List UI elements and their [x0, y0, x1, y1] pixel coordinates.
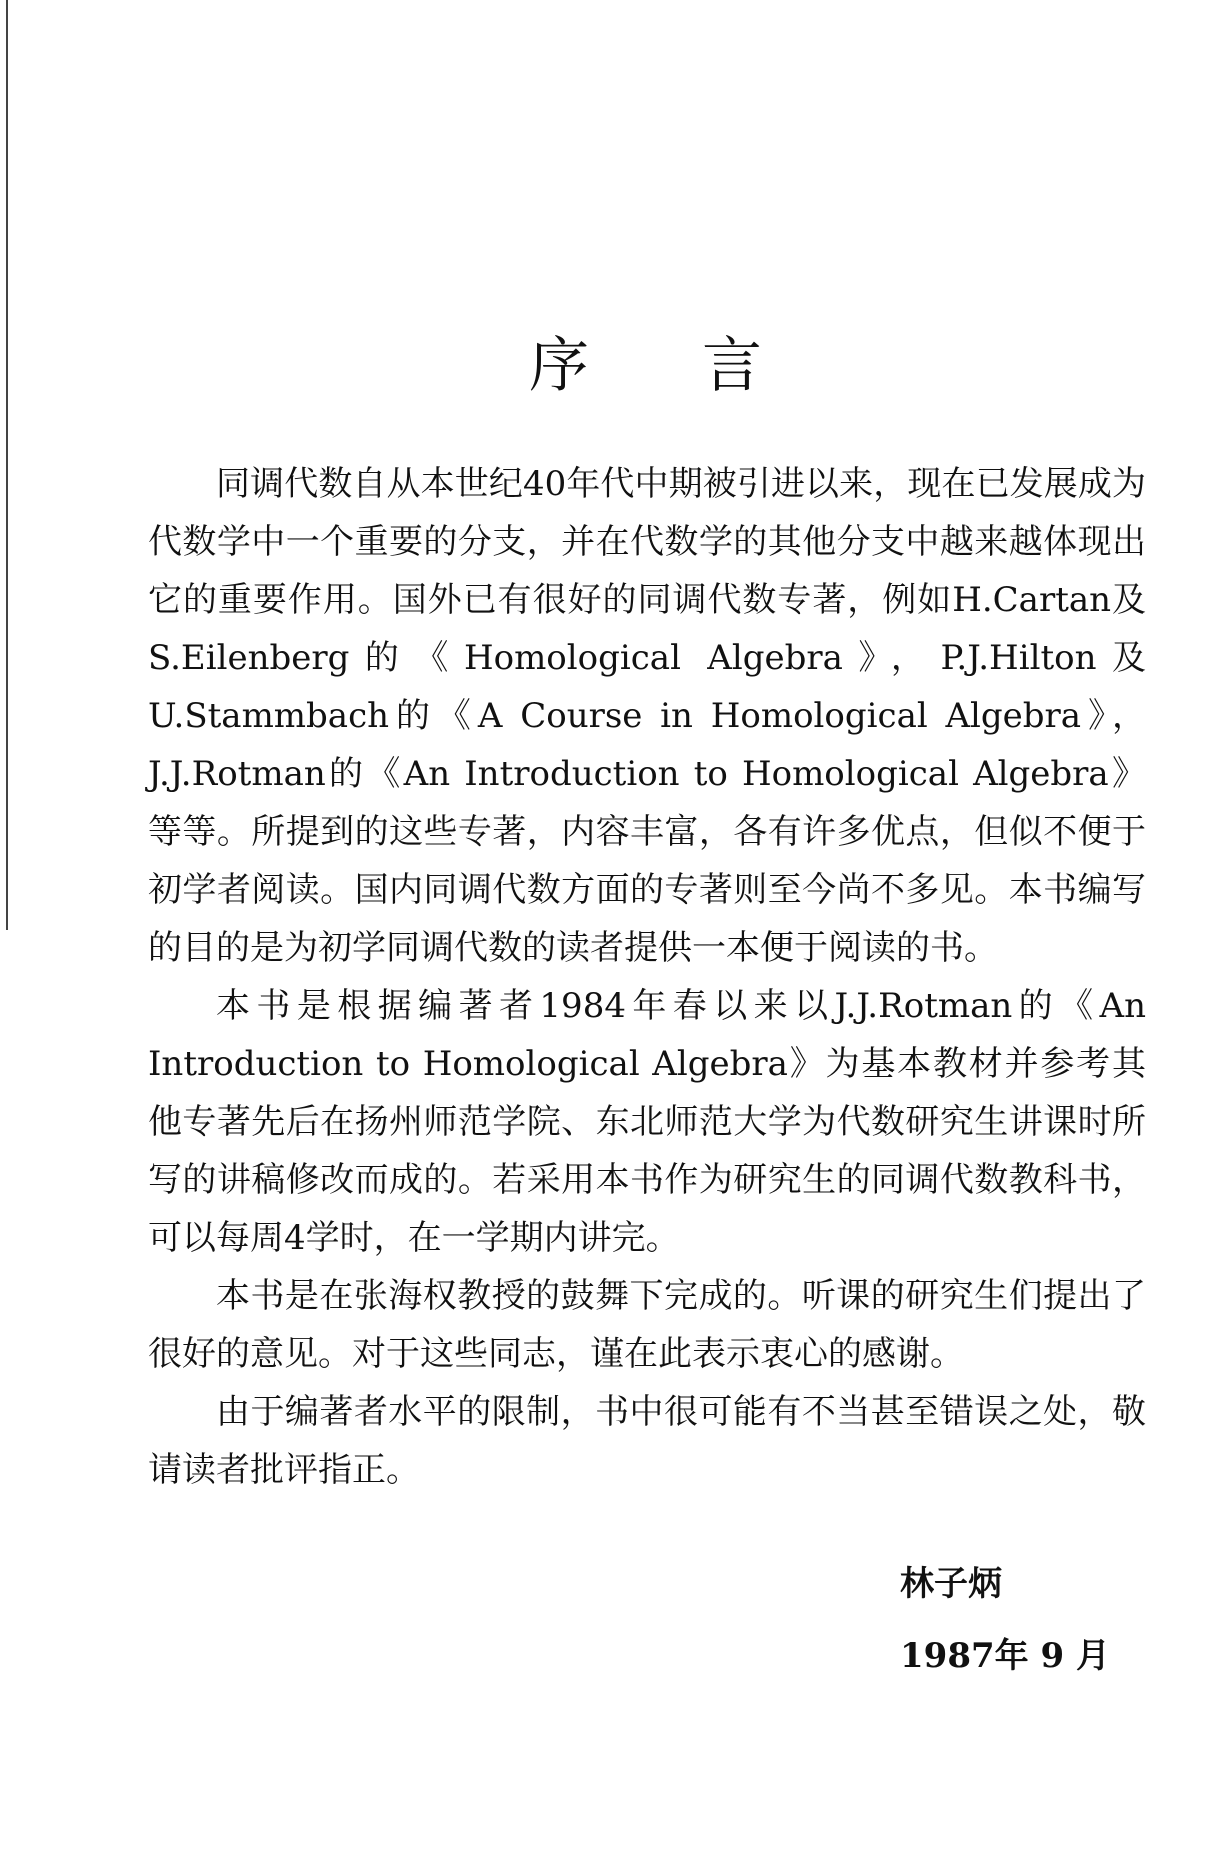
title-char-2: 言 — [702, 331, 765, 401]
signature-date: 1987年 9 月 — [900, 1636, 1110, 1676]
title-char-1: 序 — [529, 331, 592, 401]
signature-block — [900, 1548, 1110, 1692]
author-name: 林子炳 — [900, 1564, 1002, 1604]
preface-page — [148, 0, 1146, 1863]
paragraph-4: 由于编著者水平的限制，书中很可能有不当甚至错误之处，敬请读者批评指正。 — [148, 1392, 1146, 1490]
scan-edge-line — [6, 0, 8, 930]
preface-body — [148, 455, 1146, 1499]
paragraph-3: 本书是在张海权教授的鼓舞下完成的。听课的研究生们提出了很好的意见。对于这些同志，谨在此表示衷心的感谢。 — [148, 1276, 1146, 1374]
page-title — [148, 318, 1146, 404]
paragraph-2: 本书是根据编著者1984年春以来以J.J.Rotman的《An Introduction to Homological Algebra》为基本教材并参考其他专著先后在扬州师范学院、东北师范大学为代数研究生讲课时所写的讲稿修改而成的。若采用本书作为研究生的同调代数教科书，可以每周4学时，在一学期内讲完。 — [148, 986, 1146, 1258]
paragraph-1: 同调代数自从本世纪40年代中期被引进以来，现在已发展成为代数学中一个重要的分支，并在代数学的其他分支中越来越体现出它的重要作用。国外已有很好的同调代数专著，例如H.Cartan及S.Eilenberg的《Homological Algebra》，P.J.Hilton及U.Stammbach的《A Course in Homological Algebra》，J.J.Rotman的《An Introduction to Homological Algebra》等等。所提到的这些专著，内容丰富，各有许多优点，但似不便于初学者阅读。国内同调代数方面的专著则至今尚不多见。本书编写的目的是为初学同调代数的读者提供一本便于阅读的书。 — [148, 464, 1146, 968]
